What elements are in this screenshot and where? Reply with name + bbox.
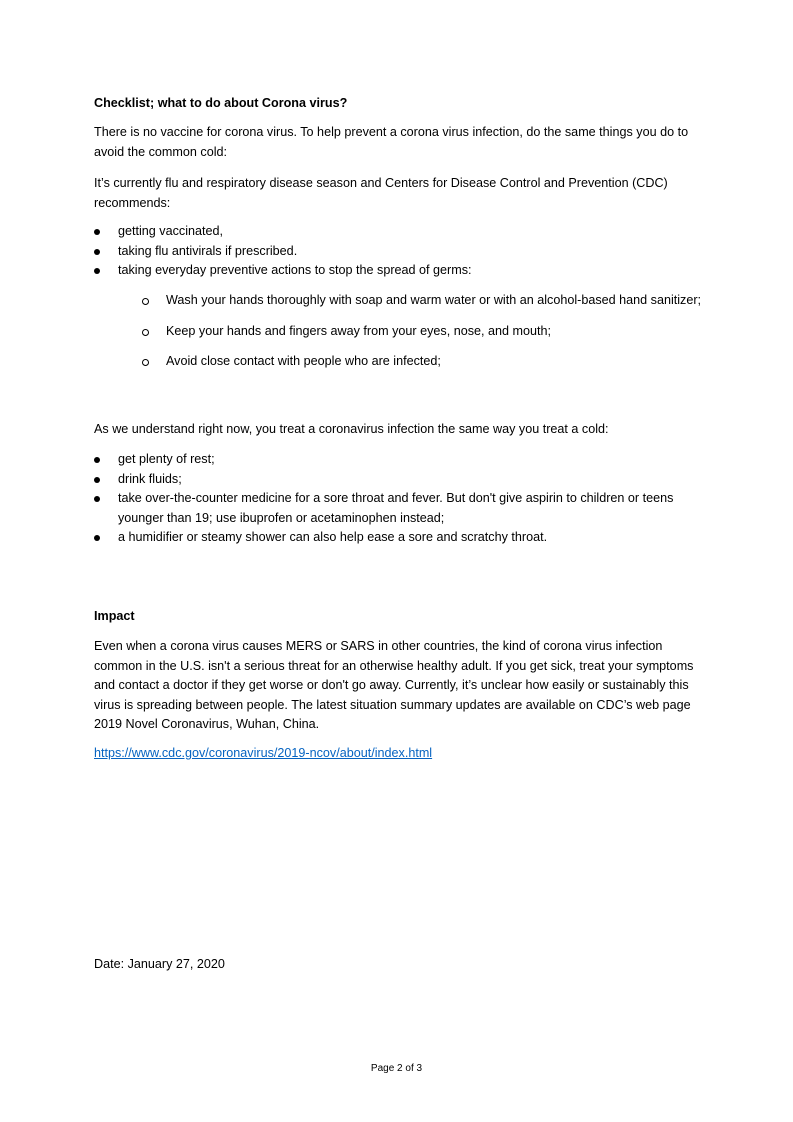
treatment-intro-paragraph: As we understand right now, you treat a coronavirus infection the same way you treat a cold: (94, 422, 609, 436)
list-item: take over-the-counter medicine for a sore throat and fever. But don't give aspirin to children or teens younger than 19; use ibuprofen or acetaminophen instead; (94, 489, 694, 528)
list-item: a humidifier or steamy shower can also help ease a sore and scratchy throat. (94, 528, 694, 548)
bullet-icon (94, 457, 100, 463)
bullet-icon (94, 535, 100, 541)
circle-bullet-icon (142, 329, 149, 336)
document-date: Date: January 27, 2020 (94, 957, 225, 971)
treatment-list (94, 450, 694, 548)
bullet-icon (94, 268, 100, 274)
list-item: getting vaccinated, (94, 222, 694, 242)
list-item: Wash your hands thoroughly with soap and warm water or with an alcohol-based hand sanitizer; (142, 291, 702, 311)
cdc-link-line (94, 744, 432, 764)
impact-paragraph: Even when a corona virus causes MERS or SARS in other countries, the kind of corona virus infection common in the U.S. isn't a serious threat for an otherwise healthy adult. If you get sick, treat your symptoms and contact a doctor if they get worse or don't go away. Currently, it’s unclear how easily or sustainably this virus is spreading between people. The latest situation summary updates are available on CDC’s web page 2019 Novel Coronavirus, Wuhan, China. (94, 639, 694, 731)
checklist-heading: Checklist; what to do about Corona virus? (94, 96, 348, 110)
bullet-icon (94, 477, 100, 483)
page-number-footer: Page 2 of 3 (370, 1063, 423, 1074)
checklist-intro-paragraph: There is no vaccine for corona virus. To help prevent a corona virus infection, do the same things you do to avoid the common cold: (94, 125, 689, 159)
list-item: Avoid close contact with people who are infected; (142, 352, 702, 372)
list-item: get plenty of rest; (94, 450, 694, 470)
bullet-icon (94, 496, 100, 502)
list-item: taking flu antivirals if prescribed. (94, 242, 694, 262)
list-item: Keep your hands and fingers away from your eyes, nose, and mouth; (142, 322, 702, 342)
preventive-actions-sublist (142, 291, 702, 372)
cdc-recommendations-list (94, 222, 694, 281)
bullet-icon (94, 249, 100, 255)
flu-season-paragraph: It’s currently flu and respiratory disease season and Centers for Disease Control and Prevention (CDC) recommends: (94, 176, 668, 210)
circle-bullet-icon (142, 359, 149, 366)
bullet-icon (94, 229, 100, 235)
circle-bullet-icon (142, 298, 149, 305)
cdc-coronavirus-link[interactable]: https://www.cdc.gov/coronavirus/2019-ncov/about/index.html (94, 746, 433, 760)
list-item: drink fluids; (94, 470, 694, 490)
list-item: taking everyday preventive actions to stop the spread of germs: (94, 261, 694, 281)
impact-heading: Impact (94, 609, 135, 623)
